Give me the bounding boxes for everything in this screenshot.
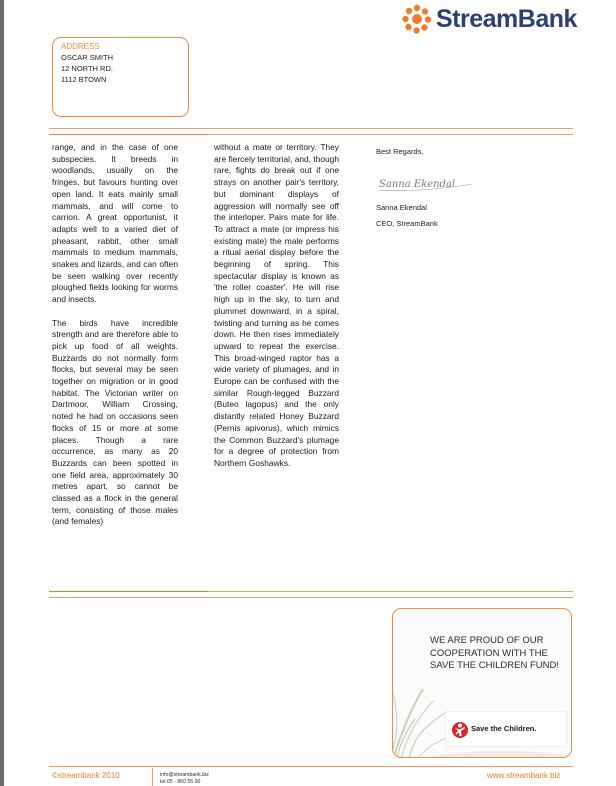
footer-divider: [152, 768, 153, 786]
address-line: 12 NORTH RD.: [61, 64, 113, 73]
address-label: ADDRESS: [61, 42, 100, 51]
address-box: [52, 37, 189, 117]
charity-line: COOPERATION WITH THE: [430, 647, 548, 659]
footer-phone: tel 05 - 860 55 00: [160, 778, 201, 785]
address-line: 1112 BTOWN: [61, 75, 107, 84]
sender-name: Sanna Ekendal: [376, 203, 427, 212]
body-column-2: [214, 142, 339, 470]
streambank-logo: [402, 4, 607, 36]
child-figure-icon: [452, 720, 468, 740]
footer-website-link[interactable]: www.streambank.biz: [487, 771, 561, 780]
signature-text: Sanna Ekendal: [379, 179, 456, 190]
footer-contact: [160, 772, 209, 785]
paragraph: The birds have incredible strength and are therefore able to pick up food of all weights. Buzzards do not normally form flocks, but several may be seen together on migration or in good habitat. The Victorian writer on Dartmoor, William Crossing, noted he had on occasions seen flocks of 15 or more at some places. Though a rare occurrence, as many as 20 Buzzards can been spotted in one field area, approximately 30 metres apart, so cannot be classed as a flock in the general term, consisting of those males (and females): [52, 317, 178, 527]
body-column-1: [52, 142, 178, 528]
footer-copyright: ©streambank 2010: [52, 771, 120, 780]
paragraph: range, and in the case of one subspecies. It breeds in woodlands, usually on the fringes, but favours hunting over open land. It eats mainly small mammals, and will come to carrion. A great opportunist, it adapts well to a varied diet of pheasant, rabbit, other small mammals to medium mammals, snakes and lizards, and can often be seen walking over recently ploughed fields looking for worms and insects.: [52, 142, 178, 305]
column-rule: [49, 591, 208, 592]
address-line: OSCAR SMITH: [61, 53, 114, 62]
streambank-logo-icon: [402, 4, 432, 34]
footer-bottom-rule: [49, 766, 573, 767]
signature-image: [376, 168, 476, 196]
charity-box: [392, 608, 572, 758]
charity-line: WE ARE PROUD OF OUR: [430, 635, 544, 646]
header-rule: [49, 128, 573, 129]
brand-name: StreamBank: [436, 5, 577, 33]
column-rule: [49, 134, 208, 135]
closing-salutation: Best Regards,: [376, 147, 424, 156]
save-the-children-label: Save the Children.: [471, 724, 537, 733]
footer-email[interactable]: info@streambank.biz: [160, 772, 209, 778]
sender-title: CEO, StreamBank: [376, 219, 438, 228]
save-the-children-logo: [445, 711, 567, 747]
charity-message: [430, 635, 570, 673]
footer-rule: [49, 597, 573, 598]
page-edge: [0, 0, 4, 786]
charity-line: SAVE THE CHILDREN FUND!: [430, 660, 559, 671]
paragraph: without a mate or territory. They are fiercely territorial, and, though rare, fights do break out if one strays on another pair's territory, but dominant displays of aggression will normally see off the interloper. Pairs mate for life. To attract a mate (or impress his existing mate) the male performs a ritual aerial display before the beginning of spring. This spectacular display is known as 'the roller coaster'. He will rise high up in the sky, to turn and plummet downward, in a spiral, twisting and turning as he comes down. He then rises immediately upward to repeat the exercise. This broad-winged raptor has a wide variety of plumages, and in Europe can be confused with the similar Rough-legged Buzzard (Buteo lagopus) and the only distantly related Honey Buzzard (Pernis apivorus), which mimics the Common Buzzard's plumage for a degree of protection from Northern Goshawks.: [214, 142, 339, 468]
